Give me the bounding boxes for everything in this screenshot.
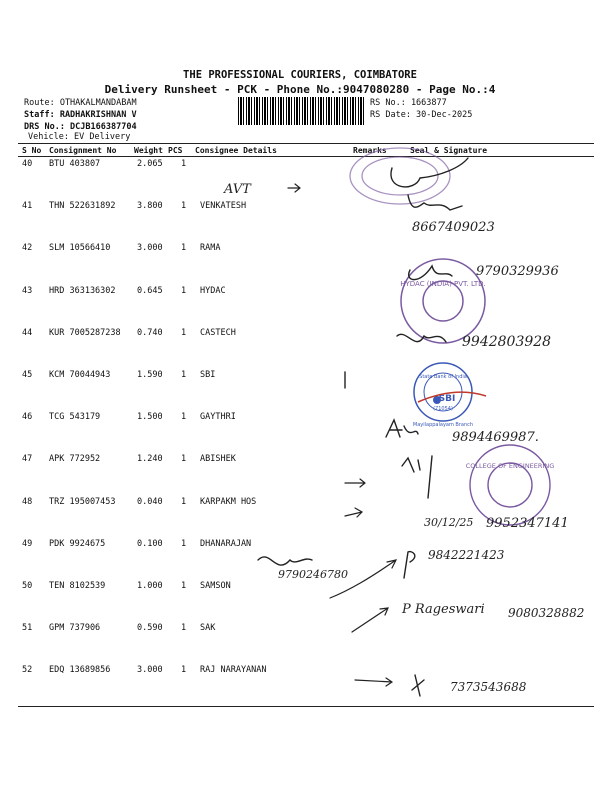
company-title: THE PROFESSIONAL COURIERS, COIMBATORE [183,69,417,81]
sbi-stamp-mid: SBI [438,394,456,404]
sbi-stamp-bottom: Mayilappalayam Branch [412,422,474,428]
row-weight: 2.065 [137,159,163,169]
row-sno: 51 [22,623,33,634]
signature-47 [402,456,432,498]
row-consignment: BTU 403807 [49,159,101,169]
staff-line: Staff: RADHAKRISHNAN V [24,110,137,120]
sbi-stamp-code: (71054) [433,406,453,412]
row-consignee: GAYTHRI [200,412,236,423]
row-pcs: 1 [181,370,187,380]
row-sno: 40 [22,159,33,169]
signature-50 [404,552,415,578]
row-consignee: SBI [200,370,216,380]
signature-52 [412,675,424,696]
row-consignment: PDK 9924675 [49,538,106,549]
row-pcs: 1 [181,623,187,634]
row-sno: 44 [22,327,33,338]
arrow-48b [345,508,362,517]
row-consignment: SLM 10566410 [49,243,111,254]
row-pcs: 1 [181,538,187,549]
arrow-48 [345,479,365,487]
col-pcs: PCS [168,146,183,155]
col-consignment: Consignment No [49,146,117,155]
row-weight: 1.240 [137,454,163,465]
row-weight: 3.000 [137,243,163,254]
signature-49 [258,557,312,565]
rs-number-line: RS No.: 1663877 [370,98,447,108]
row-weight: 0.100 [137,538,163,549]
row-consignee: VENKATESH [200,201,247,212]
row-pcs: 1 [181,201,187,212]
vehicle-line: Vehicle: EV Delivery [28,132,131,142]
hydac-stamp-text: HYDAC (INDIA) PVT. LTD. [400,280,486,288]
handwritten-phone-48: 9952347141 [486,516,569,531]
row-consignee: ABISHEK [200,454,236,465]
row-pcs: 1 [181,285,187,296]
row-weight: 0.590 [137,623,163,634]
row-pcs: 1 [181,581,187,591]
row-consignee: KARPAKM HOS [200,496,257,507]
row-sno: 49 [22,538,33,549]
row-sno: 47 [22,454,33,465]
row-sno: 42 [22,243,33,254]
col-weight: Weight [134,146,163,155]
arrow-52 [355,678,392,686]
row-consignment: EDQ 13689856 [49,665,111,676]
sbi-stamp-top: State Bank of India [419,374,467,380]
row-consignee: SAMSON [200,581,231,591]
handwritten-phone-51: 9080328882 [508,606,585,620]
college-stamp-text: COLLEGE OF ENGINEERING [465,462,555,470]
row-consignment: HRD 363136302 [49,285,116,296]
row-sno: 48 [22,496,33,507]
row-sno: 43 [22,285,33,296]
rs-date-line: RS Date: 30-Dec-2025 [370,110,473,120]
row-pcs: 1 [181,496,187,507]
row-pcs: 1 [181,412,187,423]
row-sno: 50 [22,581,33,591]
handwritten-phone-43: 9790329936 [476,264,559,279]
row-sno: 45 [22,370,33,380]
row-sno: 52 [22,665,33,676]
runsheet-subtitle: Delivery Runsheet - PCK - Phone No.:9047080280 - Page No.:4 [104,83,496,96]
col-consignee: Consignee Details [195,146,277,155]
row-consignment: TEN 8102539 [49,581,106,591]
handwritten-phone-50: 9842221423 [428,548,505,562]
row-weight: 0.645 [137,285,163,296]
row-consignment: KCM 70044943 [49,370,111,380]
row-consignment: APK 772952 [49,454,101,465]
row-pcs: 1 [181,159,187,169]
sbi-stamp [413,363,486,428]
route-line: Route: OTHAKALMANDABAM [24,98,137,108]
handwritten-phone-52: 7373543688 [450,680,527,694]
handwritten-phone-41: 8667409023 [412,220,495,235]
row-sno: 46 [22,412,33,423]
hydac-stamp [400,259,486,343]
col-remarks: Remarks [353,146,387,155]
row-consignment: GPM 737906 [49,623,101,634]
handwritten-phone-46: 9894469987. [452,430,539,445]
handwritten-date-48: 30/12/25 [424,516,474,529]
row-pcs: 1 [181,327,187,338]
handwritten-name-51: P Rageswari [402,602,485,617]
row-pcs: 1 [181,665,187,676]
drs-number-line: DRS No.: DCJB166387704 [24,122,137,132]
row-consignment: KUR 7005287238 [49,327,121,338]
row-weight: 1.590 [137,370,163,380]
row-pcs: 1 [181,243,187,254]
signature-44 [397,334,446,342]
row-weight: 0.740 [137,327,163,338]
row-consignee: CASTECH [200,327,236,338]
college-stamp [466,445,554,525]
row-weight: 3.800 [137,201,163,212]
row-consignee: SAK [200,623,216,634]
row-consignment: TRZ 195007453 [49,496,116,507]
row-consignee: HYDAC [200,285,226,296]
handwritten-phone-49: 9790246780 [278,568,348,581]
arrows [288,184,396,686]
row-consignee: RAMA [200,243,221,254]
row-weight: 1.000 [137,581,163,591]
handwritten-avt: AVT [224,182,251,197]
handwritten-phone-44: 9942803928 [462,334,552,350]
row-consignee: DHANARAJAN [200,538,252,549]
signature-40 [391,158,468,187]
row-weight: 1.500 [137,412,163,423]
row-weight: 3.000 [137,665,163,676]
row-weight: 0.040 [137,496,163,507]
col-sno: S No [22,146,42,155]
row-sno: 41 [22,201,33,212]
signature-43 [409,266,452,280]
arrow-51 [352,608,388,632]
row-consignment: TCG 543179 [49,412,101,423]
row-consignee: RAJ NARAYANAN [200,665,267,676]
arrow-40 [288,184,300,192]
row-pcs: 1 [181,454,187,465]
col-seal-signature: Seal & Signature [410,146,488,155]
row-consignment: THN 522631892 [49,201,116,212]
